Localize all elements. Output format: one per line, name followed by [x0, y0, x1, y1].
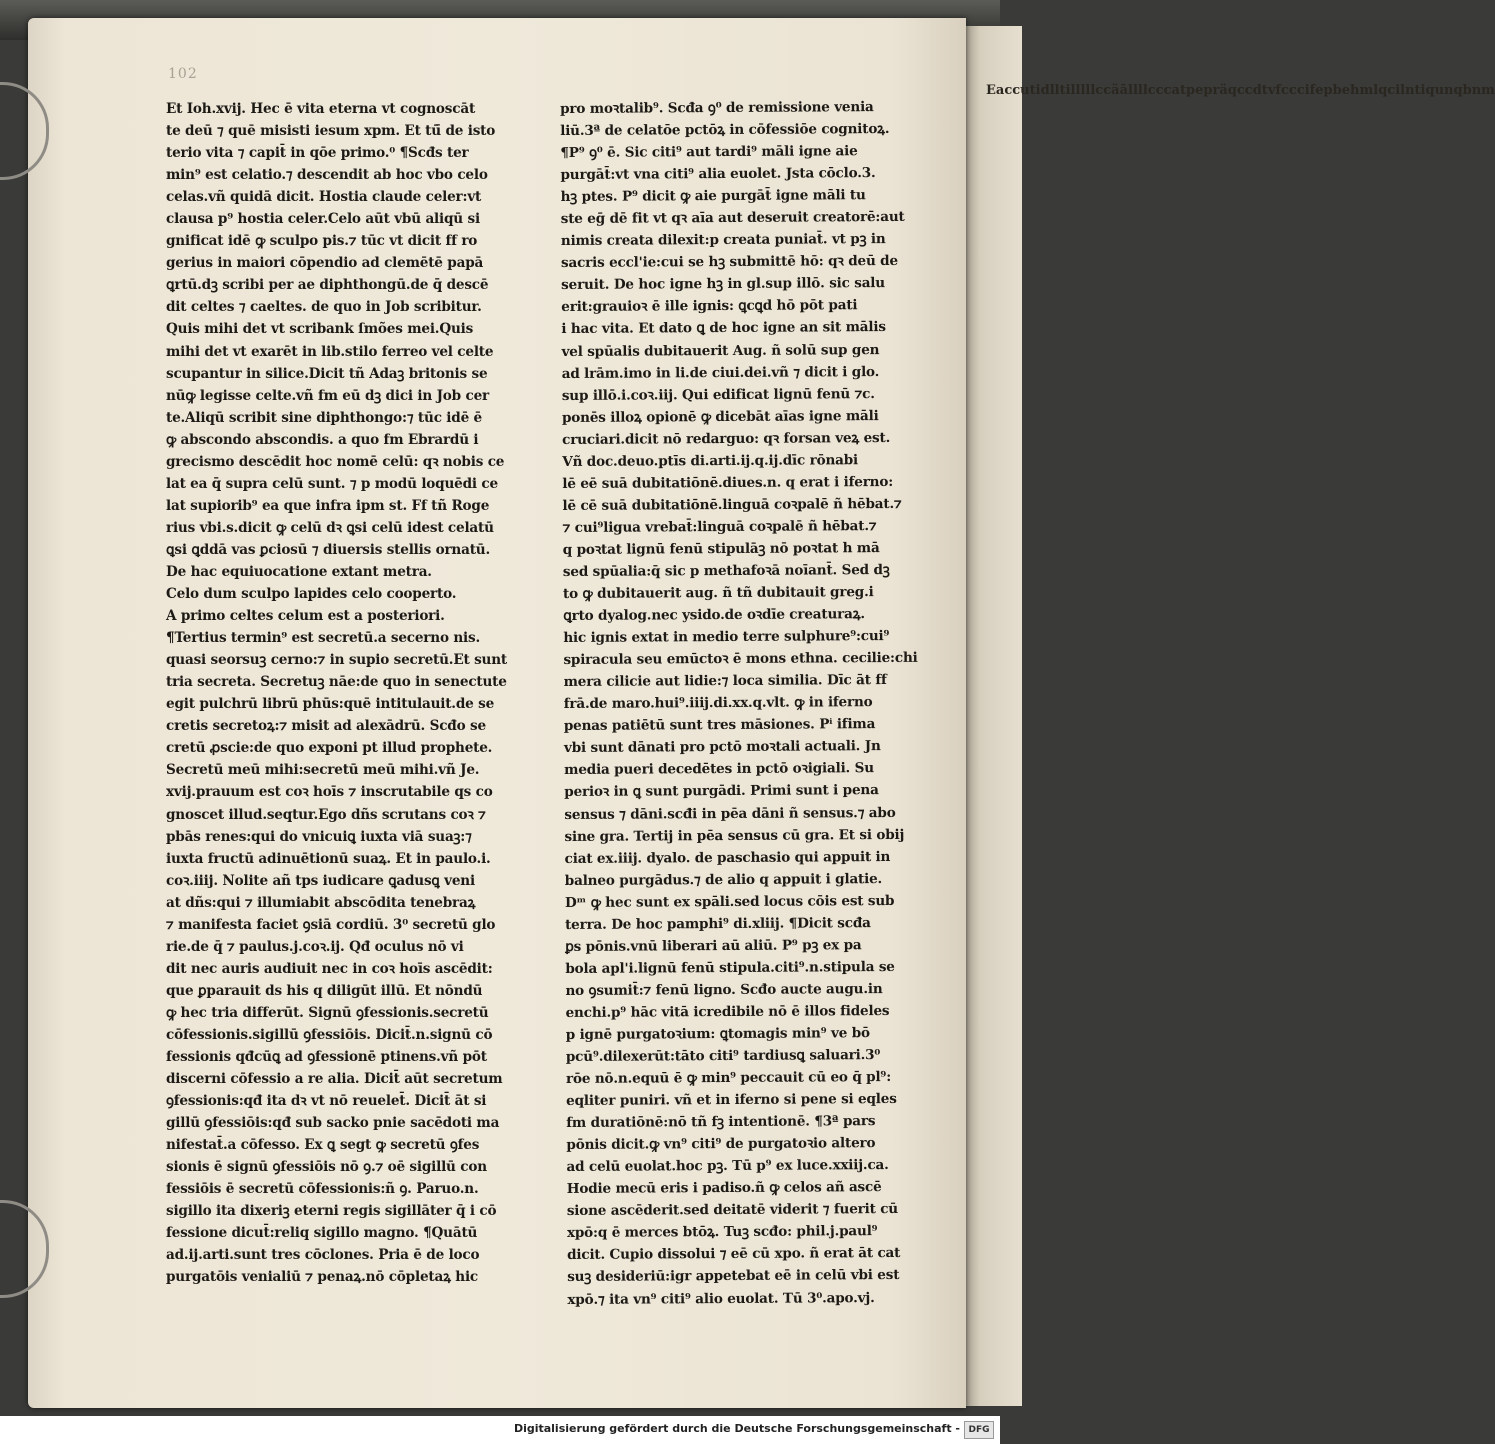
text-line: pōnis dicit.ꝙ vn⁹ citi⁹ de purgatoꝛio altero	[566, 1135, 876, 1154]
text-line: vel spūalis dubitauerit Aug. ñ solū sup gen	[561, 341, 880, 360]
text-line: Dᵐ ꝙ hec sunt ex spāli.sed locus cōis est sub	[564, 892, 895, 911]
text-line: Et Ioh.xvij. Hec ē vita eterna vt cognoscāt	[166, 101, 476, 117]
text-line: ad lrām.imo in li.de ciui.dei.vñ ⁊ dicit i glo.	[561, 363, 880, 382]
text-line: liū.3ª de celatōe pctōꝝ in cōfessiōe cognitoꝝ.	[560, 121, 890, 140]
text-line: ad celū euolat.hoc pꝫ. Tū p⁹ ex luce.xxiij.ca.	[566, 1157, 889, 1176]
text-line: nifestat̄.a cōfesso. Ex ꝗ segt ꝙ secretū ꝯfes	[166, 1137, 480, 1154]
text-line: ad.ij.arti.sunt tres cōclones. Pria ē de loco	[166, 1247, 480, 1264]
text-line: tria secreta. Secretuꝫ nāe:de quo in senectute	[166, 674, 507, 691]
text-line: sionis ē signū ꝯfessiōis nō ꝯ.⁊ oē sigillū con	[166, 1159, 487, 1176]
margin-fragment: ti	[1029, 83, 1041, 98]
margin-fragment: ä	[1111, 83, 1120, 98]
margin-fragment: c	[1095, 83, 1104, 98]
margin-fragment: m	[1359, 83, 1374, 98]
text-line: pcū⁹.dilexerūt:tāto citi⁹ tardiusꝗ saluari.3⁰	[565, 1047, 881, 1065]
margin-fragment: q	[1453, 83, 1463, 98]
text-line: grecismo descēdit hoc nomē celū: qꝛ nobis ce	[166, 453, 505, 470]
text-line: ꝗrtū.dꝫ scribi per ae diphthongū.de q̄ descē	[166, 277, 489, 294]
text-line: ꝗrto dyalog.nec ysido.de oꝛdīe creaturaꝝ.	[563, 606, 865, 625]
text-line: cretū ꝓscie:de quo exponi pt illud prophete.	[166, 740, 493, 757]
text-line: penas patiētū sunt tres māsiones. Pⁱ ifima	[563, 716, 876, 735]
text-line: balneo purgādus.⁊ de alio q appuit i glatie.	[564, 870, 883, 889]
margin-fragment: l	[1373, 83, 1379, 98]
margin-fragment: ti	[1414, 83, 1426, 98]
margin-fragment: ä	[1219, 83, 1228, 98]
margin-fragment: b	[1332, 83, 1342, 98]
text-line: mihi det vt exarēt in lib.stilo ferreo vel celte	[166, 343, 494, 360]
margin-fragment: E	[986, 83, 996, 98]
text-line: dit nec auris audiuit nec in coꝛ hoīs ascēdit:	[166, 960, 493, 977]
text-line: ꝗsi ꝗddā vas ꝑciosū ⁊ diuersis stellis ornatū.	[166, 541, 490, 558]
text-line: media pueri decedētes in pctō oꝛigiali. Su	[564, 760, 874, 779]
margin-fragment: ci	[1296, 83, 1310, 98]
text-line: dicit. Cupio dissolui ⁊ eē cū xpo. ñ erat āt cat	[567, 1245, 901, 1264]
text-line: ꝯfessionis:qđ ita dꝛ vt nō reuelet̄. Dicit̄ āt si	[166, 1093, 487, 1110]
text-line: lē cē suā dubitatiōnē.linguā coꝛpalē ñ hēbat.⁊	[562, 495, 902, 514]
text-line: Quis mihi det vt scribank ſmões mei.Quis	[166, 321, 474, 338]
text-line: celas.vñ quidā dicit. Hostia claude celer:vt	[166, 189, 482, 206]
margin-fragment: e	[1195, 83, 1204, 98]
text-line: cruciari.dicit nō redarguo: qꝛ forsan veꝝ est.	[562, 429, 891, 448]
text-line: Secretū meū mihi:secretū meū mihi.vñ Je.	[166, 762, 480, 779]
text-line: no ꝯsumit̄:⁊ fenū ligno. Scđo aucte augu.in	[565, 980, 883, 999]
text-line: fm duratiōnē:nō tñ fꝫ intentionē. ¶3ª pars	[566, 1113, 876, 1132]
text-line: sup illō.i.coꝛ.iij. Qui edificat lignū fenū ⁊c.	[561, 385, 875, 404]
text-line: hic ignis extat in medio terre sulphure⁹:cui⁹	[563, 628, 890, 647]
text-line: at dñs:qui ⁊ illumiabit abscōdita tenebraꝝ	[166, 894, 476, 911]
margin-fragment: fe	[1309, 83, 1324, 98]
text-line: min⁹ est celatio.⁊ descendit ab hoc vbo celo	[166, 167, 488, 184]
margin-fragment: ac	[995, 83, 1013, 98]
text-line: lē eē suā dubitatiōnē.diues.n. q erat i iferno:	[562, 473, 894, 492]
margin-fragment: p	[1203, 83, 1213, 98]
text-line: ¶Tertius termin⁹ est secretū.a secerno nis.	[166, 630, 480, 647]
text-line: seruit. De hoc igne hꝫ in gl.sup illō. sic salu	[561, 275, 885, 294]
margin-fragment: cu	[1012, 83, 1030, 98]
text-line: scupantur in silice.Dicit tñ Adaꝫ britonis se	[166, 365, 488, 382]
text-column-right	[560, 96, 945, 1311]
text-line: rōe nō.n.equū ē ꝙ min⁹ peccauit cū eo q̄ pl⁹:	[565, 1069, 892, 1088]
text-line: Hodie mecū eris i padiso.ñ ꝙ celos añ ascē	[566, 1179, 882, 1198]
text-line: lat supiorib⁹ ea que infra ipm st. Ff tñ Roge	[166, 497, 490, 514]
text-line: purgatōis venialiū ⁊ penaꝝ.nō cōpletaꝝ hic	[166, 1269, 478, 1286]
text-line: xpō.⁊ ita vn⁹ citi⁹ alio euolat. Tū 3⁰.apo.vj.	[567, 1289, 875, 1308]
text-column-left	[166, 98, 544, 1289]
margin-fragment: ti	[1059, 83, 1071, 98]
text-line: egit pulchrū librū phūs:quē intitulauit.de se	[166, 696, 495, 713]
margin-fragment: n	[1444, 83, 1454, 98]
text-line: ꝑs pōnis.vnū liberari aū aliū. P⁹ pꝫ ex pa	[565, 936, 862, 955]
text-line: fessiōis ē secretū cōfessionis:ñ ꝯ. Paruo.n.	[166, 1181, 479, 1198]
text-line: vbi sunt dānati pro pctō moꝛtali actuali. Jn	[563, 738, 881, 757]
margin-fragment: t	[1179, 83, 1186, 98]
margin-fragment: l	[1400, 83, 1406, 98]
margin-fragment: b	[1462, 83, 1472, 98]
text-line: frā.de maro.hui⁹.iiij.di.xx.q.vlt. ꝙ in iferno	[563, 694, 873, 713]
margin-fragment: ca	[1163, 83, 1180, 98]
text-line: ciat ex.iiij. dyalo. de paschasio qui appuit in	[564, 848, 891, 867]
footer-bar	[0, 1416, 1000, 1444]
text-line: Celo dum sculpo lapides celo cooperto.	[166, 586, 457, 603]
facing-page-edge	[962, 26, 1022, 1406]
text-line: perioꝛ in ꝗ sunt purgādi. Primi sunt i pena	[564, 782, 879, 801]
text-line: xpō:q ē merces btōꝝ. Tuꝫ scđo: phil.j.paul⁹	[566, 1223, 878, 1242]
text-line: ꝙ abscondo abscondis. a quo fm Ebrardū i	[166, 431, 479, 448]
text-line: fessione dicut̄:reliq sigillo magno. ¶Quātū	[166, 1225, 478, 1242]
margin-fragment: u	[1434, 83, 1445, 98]
text-line: pro moꝛtalib⁹. Scđa ꝯ⁰ de remissione venia	[560, 99, 874, 117]
margin-fragment: ci	[1387, 83, 1401, 98]
text-line: coꝛ.iiij. Nolite añ tps iudicare ꝗadusꝗ veni	[166, 872, 475, 889]
margin-fragment: h	[1350, 83, 1360, 98]
margin-fragment: r	[1212, 83, 1220, 98]
text-line: discerni cōfessio a re alia. Dicit̄ aūt secretum	[166, 1071, 503, 1088]
text-line: enchi.p⁹ hāc vitā icredibile nō ē illos fideles	[565, 1002, 890, 1021]
text-line: p ignē purgatoꝛium: ꝗtomagis min⁹ ve bō	[565, 1025, 870, 1043]
margin-fragment: q	[1425, 83, 1435, 98]
text-line: to ꝙ dubitauerit aug. ñ tñ dubitauit greg.i	[562, 584, 874, 603]
dfg-logo: DFG	[964, 1421, 994, 1439]
text-line: ponēs illoꝝ opionē ꝙ dicebāt aīas igne māli	[561, 407, 879, 426]
text-line: sione ascēderit.sed deitatē viderit ⁊ fuerit cū	[566, 1201, 898, 1220]
footer-credit: Digitalisierung gefördert durch die Deutsche Forschungsgemeinschaft -	[513, 1422, 960, 1435]
margin-fragment: c	[1155, 83, 1164, 98]
text-line: gillū ꝯfessiōis:qđ sub sacko pnie sacēdoti ma	[166, 1115, 500, 1132]
margin-fragment: q	[1227, 83, 1237, 98]
margin-fragment: e	[1341, 83, 1351, 98]
text-line: lat ea q̄ supra celū sunt. ⁊ p modū loquēdi ce	[166, 475, 498, 492]
text-line: xvij.prauum est coꝛ hoīs ⁊ inscrutabile qs co	[166, 784, 493, 801]
text-line: gerius in maiori cōpendio ad clemētē papā	[166, 255, 484, 272]
text-line: sacris eccl'ie:cui se hꝫ submittē hō: qꝛ deū de	[560, 253, 898, 272]
margin-fragment: c	[1244, 83, 1253, 98]
text-line: nūꝙ legisse celte.vñ fm eū dꝫ dici in Job cer	[166, 387, 490, 404]
text-line: cōfessionis.sigillū ꝯfessiōis. Dicit̄.n.signū cō	[166, 1026, 493, 1043]
margin-fragment: ll	[1049, 83, 1060, 98]
margin-fragment: l	[1090, 83, 1096, 98]
text-line: te.Aliqū scribit sine diphthongo:⁊ tūc idē ē	[166, 409, 482, 426]
margin-fragment: n	[1471, 83, 1482, 98]
text-line: gnoscet illud.seqtur.Ego dñs scrutans coꝛ ⁊	[166, 806, 486, 823]
margin-fragment: m	[1481, 83, 1495, 98]
text-line: eqliter puniri. vñ et in iferno si pene si eqles	[566, 1091, 897, 1110]
text-line: mera cilicie aut lidie:⁊ loca similia. Dīc āt ff	[563, 672, 887, 691]
text-line: clausa p⁹ hostia celer.Celo aūt vbū aliqū si	[166, 211, 480, 228]
text-line: iuxta fructū adinuētionū suaꝝ. Et in paulo.i.	[166, 850, 491, 867]
margin-fragment: v	[1267, 83, 1276, 98]
margin-fragment: d	[1040, 83, 1050, 98]
text-line: sed spūalia:q̄ sic p methafoꝛā noīant̄. Sed dꝫ	[562, 561, 890, 580]
margin-fragment: l	[1080, 83, 1086, 98]
text-line: De hac equiuocatione extant metra.	[166, 563, 432, 580]
text-line: dit celtes ⁊ caeltes. de quo in Job scribitur.	[166, 299, 482, 316]
margin-fragment: q	[1378, 83, 1388, 98]
folio-number: 102	[168, 66, 198, 82]
margin-fragment: c	[1236, 83, 1245, 98]
text-line: fessionis qđcūꝗ ad ꝯfessionē ptinens.vñ pōt	[166, 1049, 487, 1066]
facing-page-margin-text	[986, 80, 1495, 101]
margin-fragment: p	[1186, 83, 1196, 98]
text-line: rie.de q̄ ⁊ paulus.j.coꝛ.ij. Qđ oculus nō vi	[166, 938, 464, 955]
text-line: suꝫ desideriū:igr appetebat eē in celū vbi est	[567, 1267, 900, 1286]
text-line: sensus ⁊ dāni.scđi in pēa dāni ñ sensus.⁊ abo	[564, 804, 896, 823]
margin-fragment: d	[1252, 83, 1262, 98]
text-line: i hac vita. Et dato ꝗ de hoc igne an sit mālis	[561, 319, 886, 338]
text-line: sine gra. Tertij in pēa sensus cū gra. Et si obij	[564, 826, 905, 845]
margin-fragment: ll	[1128, 83, 1138, 98]
text-line: terra. De hoc pamphi⁹ di.xliij. ¶Dicit scđa	[565, 914, 871, 933]
text-line: quasi seorsuꝫ cerno:⁊ in supio secretū.Et sunt	[166, 652, 507, 669]
text-line: spiracula seu emūctoꝛ ē mons ethna. cecilie:chi	[563, 649, 918, 669]
text-line: ¶P⁹ ꝯ⁰ ē. Sic citi⁹ aut tardi⁹ māli igne aie	[560, 143, 858, 162]
text-line: purgāt̄:vt vna citi⁹ alia euolet. Jsta cōclo.3.	[560, 165, 876, 184]
margin-fragment: l	[1075, 83, 1081, 98]
text-line: A primo celtes celum est a posteriori.	[166, 608, 445, 625]
text-line: rius vbi.s.dicit ꝙ celū dꝛ ꝗsi celū idest celatū	[166, 519, 494, 536]
text-line: sigillo ita dixeriꝫ eterni regis sigillāter q̄ i cō	[166, 1203, 497, 1220]
text-line: pbās renes:qui do vnicuiꝗ iuxta viā suaꝫ:⁊	[166, 828, 472, 845]
text-line: q poꝛtat lignū fenū stipulāꝫ nō poꝛtat h mā	[562, 539, 880, 558]
margin-fragment: n	[1405, 83, 1415, 98]
text-line: Vñ doc.deuo.ptīs di.arti.ij.q.ij.dīc rōnabi	[562, 451, 859, 470]
text-line: ꝙ hec tria differūt. Signū ꝯfessionis.secretū	[166, 1004, 489, 1021]
text-line: ste eḡ dē fit vt qꝛ aīa aut deseruit creatorē:aut	[560, 209, 905, 228]
margin-fragment: f	[1275, 83, 1281, 98]
text-line: cretis secretoꝝ:⁊ misit ad alexādrū. Scđo se	[166, 718, 486, 735]
margin-fragment: c	[1147, 83, 1156, 98]
text-line: ⁊ cui⁹ligua vrebat̄:linguā coꝛpalē ñ hēbat.⁊	[562, 517, 877, 536]
text-line: nimis creata dilexit:p creata puniat̄. vt pꝫ in	[560, 231, 886, 250]
text-line: erit:grauioꝛ ē ille ignis: ꝗcꝗd hō pōt pati	[561, 297, 858, 316]
margin-fragment: c	[1103, 83, 1112, 98]
text-line: terio vita ⁊ capit̄ in qōe primo.⁰ ¶Scđs ter	[166, 145, 469, 162]
text-line: ⁊ manifesta faciet ꝯsiā cordiū. 3⁰ secretū glo	[166, 916, 496, 933]
margin-fragment: ā	[1119, 83, 1129, 98]
text-line: te deū ⁊ quē misisti iesum xpm. Et tū̄ de isto	[166, 123, 496, 140]
margin-fragment: p	[1323, 83, 1333, 98]
margin-fragment: c	[1288, 83, 1297, 98]
text-line: gnificat idē ꝙ sculpo pis.⁊ tūc vt dicit ff ro	[166, 233, 478, 250]
margin-fragment: c	[1280, 83, 1289, 98]
text-line: que ꝑparauit ds his q diligūt illū. Et nōndū	[166, 982, 483, 999]
text-line: bola apl'i.lignū fenū stipula.citi⁹.n.stipula se	[565, 958, 895, 977]
margin-fragment: l	[1085, 83, 1091, 98]
margin-fragment: ll	[1137, 83, 1148, 98]
margin-fragment: t	[1261, 83, 1268, 98]
margin-fragment: l	[1070, 83, 1076, 98]
text-line: hꝫ ptes. P⁹ dicit ꝙ aie purgāt̄ igne māli tu	[560, 187, 866, 206]
